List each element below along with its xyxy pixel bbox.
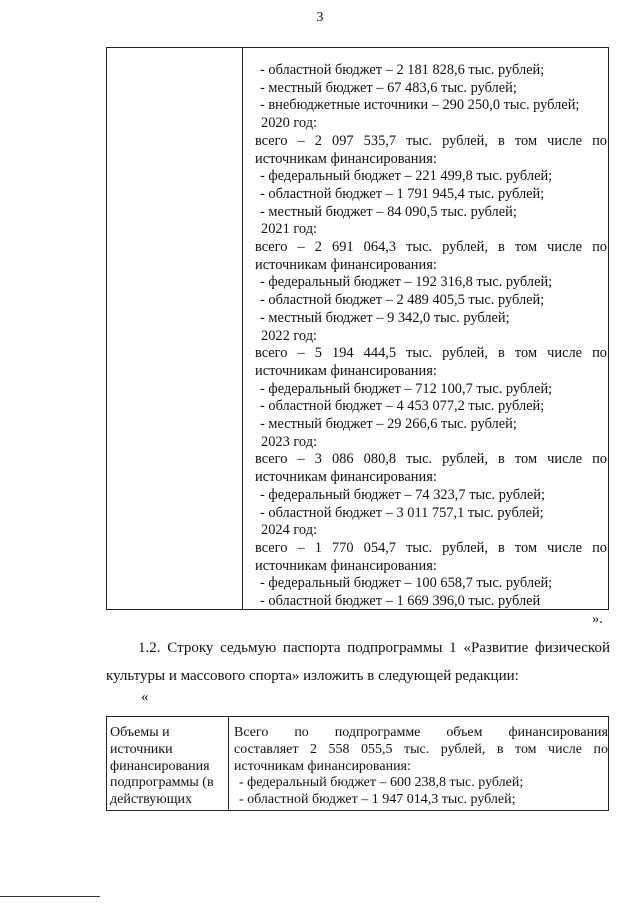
- funding-line: - местный бюджет – 29 266,6 тыс. рублей;: [260, 416, 517, 433]
- funding-line: источникам финансирования:: [255, 362, 437, 379]
- funding-line: 2024 год:: [261, 522, 318, 539]
- amendment-paragraph-line-2: культуры и массового спорта» изложить в следующей редакции:: [106, 668, 519, 684]
- row-label-line: подпрограммы (в: [110, 775, 214, 791]
- funding-line: источникам финансирования:: [255, 256, 437, 273]
- row-label-line: действующих: [110, 792, 193, 808]
- funding-line: - областной бюджет – 1 669 396,0 тыс. рублей: [260, 593, 541, 610]
- funding-line: - областной бюджет – 4 453 077,2 тыс. рублей;: [260, 398, 545, 415]
- funding-line: - областной бюджет – 1 791 945,4 тыс. рублей;: [260, 185, 545, 202]
- funding-table-continuation: [106, 47, 609, 610]
- funding-line: - местный бюджет – 84 090,5 тыс. рублей;: [260, 203, 517, 220]
- funding-line: всего – 3 086 080,8 тыс. рублей, в том числе по: [255, 451, 607, 468]
- amendment-paragraph-line-1: 1.2. Строку седьмую паспорта подпрограммы 1 «Развитие физической: [138, 640, 610, 656]
- funding-line: - областной бюджет – 1 947 014,3 тыс. рублей;: [239, 792, 516, 808]
- funding-line: составляет 2 558 055,5 тыс. рублей, в том числе по: [234, 741, 608, 757]
- funding-line: Всего по подпрограмме объем финансирования: [234, 725, 608, 740]
- page-number: 3: [316, 10, 324, 25]
- funding-line: всего – 5 194 444,5 тыс. рублей, в том числе по: [255, 345, 607, 362]
- row-label-cell: [110, 725, 228, 809]
- funding-line: 2020 год:: [261, 115, 318, 132]
- funding-line: всего – 2 097 535,7 тыс. рублей, в том числе по: [255, 132, 607, 149]
- funding-line: - федеральный бюджет – 712 100,7 тыс. рублей;: [260, 380, 553, 397]
- funding-line: источникам финансирования:: [255, 150, 437, 167]
- table-column-divider: [228, 717, 229, 810]
- funding-line: - местный бюджет – 9 342,0 тыс. рублей;: [260, 309, 510, 326]
- funding-line: - областной бюджет – 2 181 828,6 тыс. рублей;: [260, 62, 545, 78]
- row-label-line: Объемы и: [110, 725, 170, 740]
- funding-line: 2021 год:: [261, 221, 318, 238]
- closing-quote: ».: [592, 611, 603, 627]
- funding-line: - областной бюджет – 3 011 757,1 тыс. рублей;: [260, 504, 544, 521]
- funding-line: - областной бюджет – 2 489 405,5 тыс. рублей;: [260, 292, 545, 309]
- funding-line: - федеральный бюджет – 221 499,8 тыс. рублей;: [260, 168, 553, 185]
- funding-line: источникам финансирования:: [234, 758, 411, 774]
- footnote-rule: [0, 896, 100, 897]
- table-column-divider: [242, 48, 243, 609]
- row-label-line: источники: [110, 741, 173, 757]
- funding-table-new-edition: [106, 716, 609, 811]
- funding-line: 2023 год:: [261, 433, 318, 450]
- funding-line: - внебюджетные источники – 290 250,0 тыс. рублей;: [260, 97, 580, 114]
- funding-details-cell: [255, 62, 607, 611]
- funding-line: всего – 2 691 064,3 тыс. рублей, в том числе по: [255, 239, 607, 256]
- row-value-cell: [234, 725, 608, 809]
- opening-quote: «: [141, 689, 149, 705]
- funding-line: 2022 год:: [261, 327, 318, 344]
- row-label-line: финансирования: [110, 758, 210, 774]
- funding-line: - местный бюджет – 67 483,6 тыс. рублей;: [260, 79, 517, 96]
- funding-line: источникам финансирования:: [255, 557, 437, 574]
- funding-line: - федеральный бюджет – 600 238,8 тыс. рублей;: [239, 775, 524, 791]
- funding-line: - федеральный бюджет – 74 323,7 тыс. рублей;: [260, 486, 545, 503]
- funding-line: всего – 1 770 054,7 тыс. рублей, в том числе по: [255, 539, 607, 556]
- funding-line: - федеральный бюджет – 192 316,8 тыс. рублей;: [260, 274, 553, 291]
- funding-line: источникам финансирования:: [255, 469, 437, 486]
- funding-line: - федеральный бюджет – 100 658,7 тыс. рублей;: [260, 575, 553, 592]
